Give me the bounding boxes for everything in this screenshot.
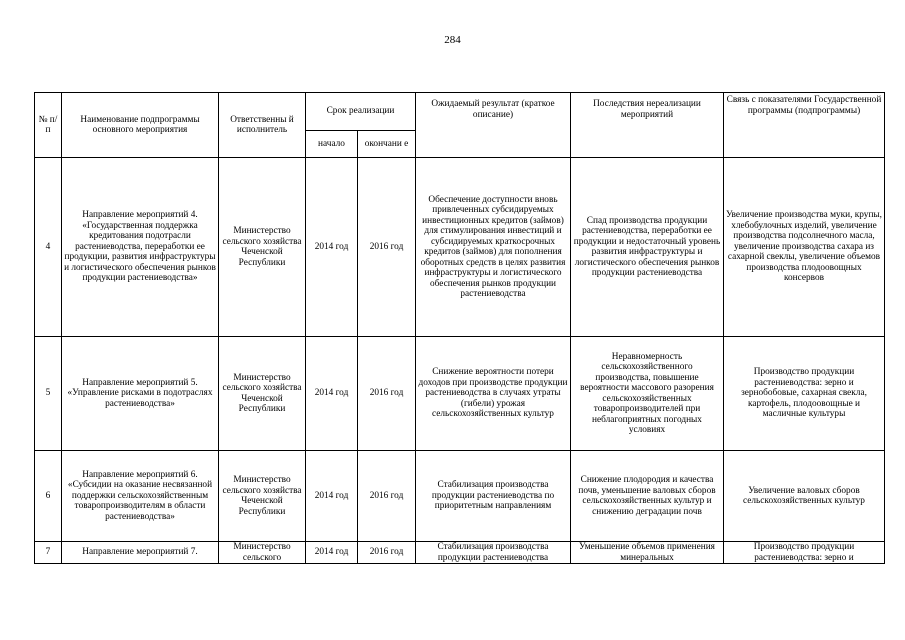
row-end: 2016 год xyxy=(358,451,416,542)
row-start: 2014 год xyxy=(306,158,358,337)
header-row xyxy=(35,93,885,131)
row-link: Производство продукции растениеводства: зерно и xyxy=(724,542,885,564)
header-result: Ожидаемый результат (краткое описание) xyxy=(416,93,571,158)
row-name: Направление мероприятий 7. xyxy=(62,542,219,564)
row-end: 2016 год xyxy=(358,337,416,451)
row-consequences: Снижение плодородия и качества почв, уменьшение валовых сборов сельскохозяйственных культур и снижению деградации почв xyxy=(571,451,724,542)
measures-table xyxy=(34,92,885,564)
row-result: Стабилизация производства продукции растениеводства xyxy=(416,542,571,564)
row-result: Снижение вероятности потери доходов при производстве продукции растениеводства в случаях утраты (гибели) урожая сельскохозяйственных культур xyxy=(416,337,571,451)
row-name: Направление мероприятий 6. «Субсидии на оказание несвязанной поддержки сельскохозяйственным товаропроизводителям в области растениеводства» xyxy=(62,451,219,542)
table-row xyxy=(35,542,885,564)
row-executor: Министерство сельского хозяйства Чеченской Республики xyxy=(219,451,306,542)
page-number: 284 xyxy=(444,34,461,46)
header-consequences: Последствия нереализации мероприятий xyxy=(571,93,724,158)
row-consequences: Спад производства продукции растениеводства, переработки ее продукции и недостаточный уровень развития инфраструктуры и логистического обеспечения рынков продукции растениеводства xyxy=(571,158,724,337)
header-period: Срок реализации xyxy=(306,93,416,131)
row-end: 2016 год xyxy=(358,158,416,337)
header-start: начало xyxy=(306,131,358,158)
table-row xyxy=(35,337,885,451)
row-link: Производство продукции растениеводства: зерно и зернобобовые, сахарная свекла, картофель, плодоовощные и масличные культуры xyxy=(724,337,885,451)
row-consequences: Неравномерность сельскохозяйственного производства, повышение вероятности массового разорения сельскохозяйственных товаропроизводителей при неблагоприятных погодных условиях xyxy=(571,337,724,451)
row-num: 7 xyxy=(35,542,62,564)
row-link: Увеличение производства муки, крупы, хлебобулочных изделий, увеличение производства подсолнечного масла, увеличение производства сахара из сахарной свеклы, увеличение объемов производства плодоовощных консервов xyxy=(724,158,885,337)
row-result: Стабилизация производства продукции растениеводства по приоритетным направлениям xyxy=(416,451,571,542)
row-name: Направление мероприятий 5. «Управление рисками в подотраслях растениеводства» xyxy=(62,337,219,451)
header-name: Наименование подпрограммы основного мероприятия xyxy=(62,93,219,158)
row-num: 6 xyxy=(35,451,62,542)
row-result: Обеспечение доступности вновь привлеченных субсидируемых инвестиционных кредитов (займов) для стимулирования инвестиций и субсидируемых краткосрочных кредитов (займов) для пополнения оборотных средств в целях развития инфраструктуры и логистического обеспечения рынков продукции растениеводства xyxy=(416,158,571,337)
row-num: 4 xyxy=(35,158,62,337)
row-executor: Министерство сельского хозяйства Чеченской Республики xyxy=(219,337,306,451)
row-num: 5 xyxy=(35,337,62,451)
header-end: окончани е xyxy=(358,131,416,158)
table-row xyxy=(35,451,885,542)
table-row xyxy=(35,158,885,337)
row-start: 2014 год xyxy=(306,542,358,564)
row-name: Направление мероприятий 4. «Государственная поддержка кредитования подотрасли растениеводства, переработки ее продукции, развития инфраструктуры и логистического обеспечения рынков продукции растениеводства» xyxy=(62,158,219,337)
row-link: Увеличение валовых сборов сельскохозяйственных культур xyxy=(724,451,885,542)
row-start: 2014 год xyxy=(306,451,358,542)
header-num: № п/п xyxy=(35,93,62,158)
header-executor: Ответственны й исполнитель xyxy=(219,93,306,158)
row-consequences: Уменьшение объемов применения минеральных xyxy=(571,542,724,564)
row-executor: Министерство сельского хозяйства Чеченской Республики xyxy=(219,158,306,337)
row-end: 2016 год xyxy=(358,542,416,564)
row-start: 2014 год xyxy=(306,337,358,451)
row-executor: Министерство сельского xyxy=(219,542,306,564)
header-link: Связь с показателями Государственной программы (подпрограммы) xyxy=(724,93,885,158)
